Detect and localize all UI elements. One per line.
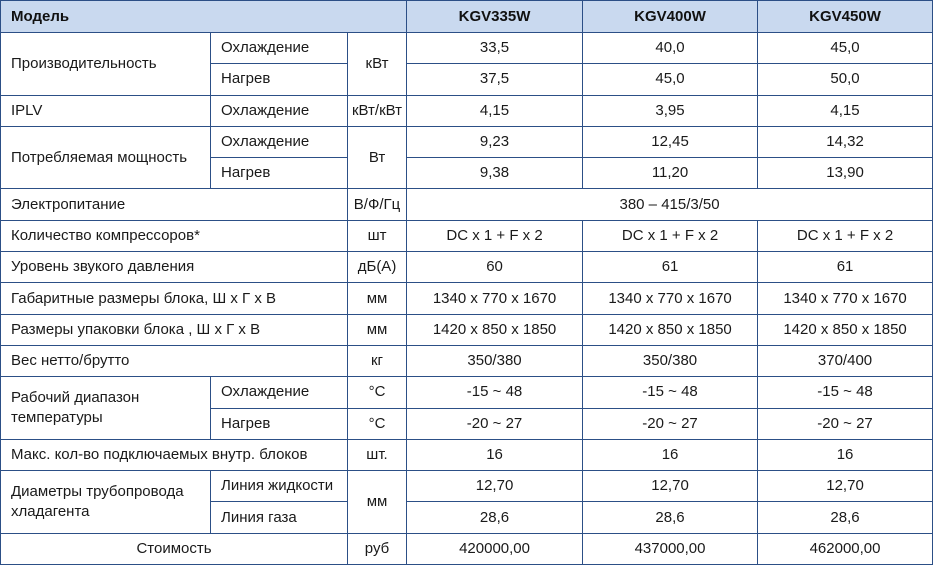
table-cell: 1420 x 850 x 1850 bbox=[407, 314, 583, 345]
table-cell: DC x 1 + F x 2 bbox=[407, 220, 583, 251]
table-cell: 350/380 bbox=[583, 345, 758, 376]
table-row bbox=[1, 126, 933, 157]
table-cell: -20 ~ 27 bbox=[407, 408, 583, 439]
model-header-1: KGV335W bbox=[407, 1, 583, 33]
table-cell: 33,5 bbox=[407, 33, 583, 64]
pipes-unit: мм bbox=[348, 471, 407, 534]
table-cell: 9,23 bbox=[407, 126, 583, 157]
table-row bbox=[1, 439, 933, 470]
table-cell: 9,38 bbox=[407, 158, 583, 189]
table-cell: 12,45 bbox=[583, 126, 758, 157]
table-cell: -15 ~ 48 bbox=[758, 377, 933, 408]
table-cell: 437000,00 bbox=[583, 533, 758, 564]
power-label: Потребляемая мощность bbox=[1, 126, 211, 189]
pipes-label: Диаметры трубопровода хладагента bbox=[1, 471, 211, 534]
table-cell: 61 bbox=[583, 252, 758, 283]
table-cell: 50,0 bbox=[758, 64, 933, 95]
temp-label: Рабочий диапазон температуры bbox=[1, 377, 211, 440]
table-cell: 28,6 bbox=[758, 502, 933, 533]
table-cell: 40,0 bbox=[583, 33, 758, 64]
table-row bbox=[1, 95, 933, 126]
power-unit: Вт bbox=[348, 126, 407, 189]
model-header-3: KGV450W bbox=[758, 1, 933, 33]
table-cell: 12,70 bbox=[407, 471, 583, 502]
noise-label: Уровень звукого давления bbox=[1, 252, 348, 283]
table-cell: 4,15 bbox=[407, 95, 583, 126]
table-row bbox=[1, 471, 933, 502]
supply-unit: В/Ф/Гц bbox=[348, 189, 407, 220]
table-cell: 1340 x 770 x 1670 bbox=[583, 283, 758, 314]
cost-label: Стоимость bbox=[1, 533, 348, 564]
capacity-label: Производительность bbox=[1, 33, 211, 96]
package-label: Размеры упаковки блока , Ш x Г x В bbox=[1, 314, 348, 345]
table-cell: -20 ~ 27 bbox=[758, 408, 933, 439]
table-cell: 16 bbox=[407, 439, 583, 470]
table-cell: 1340 x 770 x 1670 bbox=[758, 283, 933, 314]
table-row bbox=[1, 345, 933, 376]
table-row bbox=[1, 33, 933, 64]
capacity-cooling-label: Охлаждение bbox=[211, 33, 348, 64]
table-cell: 37,5 bbox=[407, 64, 583, 95]
table-cell: 12,70 bbox=[758, 471, 933, 502]
table-cell: 28,6 bbox=[407, 502, 583, 533]
model-header-2: KGV400W bbox=[583, 1, 758, 33]
dimensions-unit: мм bbox=[348, 283, 407, 314]
cost-unit: руб bbox=[348, 533, 407, 564]
weight-label: Вес нетто/брутто bbox=[1, 345, 348, 376]
table-cell: 420000,00 bbox=[407, 533, 583, 564]
table-cell: 16 bbox=[583, 439, 758, 470]
table-cell: -15 ~ 48 bbox=[407, 377, 583, 408]
table-cell: 1420 x 850 x 1850 bbox=[583, 314, 758, 345]
capacity-heating-label: Нагрев bbox=[211, 64, 348, 95]
iplv-unit: кВт/кВт bbox=[348, 95, 407, 126]
supply-value: 380 – 415/3/50 bbox=[407, 189, 933, 220]
table-row bbox=[1, 314, 933, 345]
temp-heating-label: Нагрев bbox=[211, 408, 348, 439]
table-cell: 60 bbox=[407, 252, 583, 283]
capacity-unit: кВт bbox=[348, 33, 407, 96]
temp-unit-cooling: °С bbox=[348, 377, 407, 408]
table-row bbox=[1, 377, 933, 408]
temp-unit-heating: °С bbox=[348, 408, 407, 439]
table-cell: 28,6 bbox=[583, 502, 758, 533]
pipes-liquid-label: Линия жидкости bbox=[211, 471, 348, 502]
compressors-label: Количество компрессоров* bbox=[1, 220, 348, 251]
supply-label: Электропитание bbox=[1, 189, 348, 220]
table-cell: -20 ~ 27 bbox=[583, 408, 758, 439]
indoor-unit: шт. bbox=[348, 439, 407, 470]
power-heating-label: Нагрев bbox=[211, 158, 348, 189]
header-row bbox=[1, 1, 933, 33]
table-cell: 462000,00 bbox=[758, 533, 933, 564]
package-unit: мм bbox=[348, 314, 407, 345]
table-cell: 61 bbox=[758, 252, 933, 283]
table-row bbox=[1, 189, 933, 220]
table-cell: -15 ~ 48 bbox=[583, 377, 758, 408]
model-header: Модель bbox=[1, 1, 407, 33]
table-cell: 14,32 bbox=[758, 126, 933, 157]
table-row bbox=[1, 283, 933, 314]
dimensions-label: Габаритные размеры блока, Ш x Г x В bbox=[1, 283, 348, 314]
indoor-label: Макс. кол-во подключаемых внутр. блоков bbox=[1, 439, 348, 470]
table-cell: 350/380 bbox=[407, 345, 583, 376]
table-cell: 1420 x 850 x 1850 bbox=[758, 314, 933, 345]
compressors-unit: шт bbox=[348, 220, 407, 251]
weight-unit: кг bbox=[348, 345, 407, 376]
table-row bbox=[1, 533, 933, 564]
table-cell: 3,95 bbox=[583, 95, 758, 126]
table-cell: 45,0 bbox=[758, 33, 933, 64]
table-cell: 11,20 bbox=[583, 158, 758, 189]
table-cell: 4,15 bbox=[758, 95, 933, 126]
temp-cooling-label: Охлаждение bbox=[211, 377, 348, 408]
table-cell: DC x 1 + F x 2 bbox=[758, 220, 933, 251]
iplv-label: IPLV bbox=[1, 95, 211, 126]
table-cell: 16 bbox=[758, 439, 933, 470]
table-row bbox=[1, 252, 933, 283]
table-cell: 370/400 bbox=[758, 345, 933, 376]
table-row bbox=[1, 220, 933, 251]
table-cell: 12,70 bbox=[583, 471, 758, 502]
table-cell: 45,0 bbox=[583, 64, 758, 95]
table-cell: 1340 x 770 x 1670 bbox=[407, 283, 583, 314]
iplv-sub-label: Охлаждение bbox=[211, 95, 348, 126]
pipes-gas-label: Линия газа bbox=[211, 502, 348, 533]
table-cell: 13,90 bbox=[758, 158, 933, 189]
noise-unit: дБ(А) bbox=[348, 252, 407, 283]
power-cooling-label: Охлаждение bbox=[211, 126, 348, 157]
table-cell: DC x 1 + F x 2 bbox=[583, 220, 758, 251]
